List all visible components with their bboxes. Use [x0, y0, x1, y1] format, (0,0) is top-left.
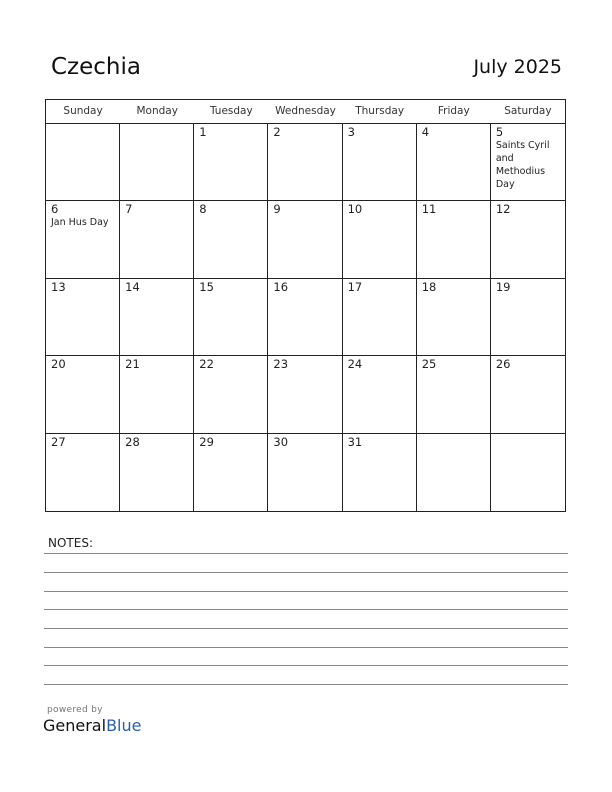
day-cell	[46, 356, 120, 433]
day-cell	[343, 279, 417, 356]
day-number: 2	[273, 125, 281, 139]
weekday-sunday: Sunday	[63, 105, 103, 117]
notes-line	[44, 572, 568, 573]
holiday-label: Saints Cyril and Methodius Day	[495, 140, 550, 190]
day-number: 17	[347, 279, 363, 294]
day-number: 22	[199, 357, 214, 372]
day-number: 28	[125, 434, 140, 449]
notes-line	[44, 591, 568, 592]
day-cell	[268, 124, 342, 201]
day-cell	[194, 356, 268, 433]
day-cell	[343, 124, 417, 201]
brand-logo	[43, 705, 141, 735]
holiday-label: Jan Hus Day	[51, 217, 109, 229]
weekday-header	[46, 100, 565, 124]
day-cell	[120, 356, 194, 433]
day-number: 19	[495, 279, 511, 294]
day-cell	[491, 279, 565, 356]
day-number: 31	[347, 434, 363, 449]
day-number: 14	[125, 279, 140, 294]
day-cell	[46, 434, 120, 511]
brand-name-general: General	[43, 716, 107, 735]
notes-line	[44, 665, 568, 666]
day-number: 23	[273, 357, 289, 372]
day-number: 12	[495, 202, 511, 217]
day-number: 11	[421, 202, 437, 217]
days-grid	[46, 124, 565, 511]
day-number: 4	[421, 125, 430, 139]
notes-line	[44, 684, 568, 685]
day-cell	[46, 279, 120, 356]
notes-line	[44, 609, 568, 610]
day-cell	[491, 356, 565, 433]
day-cell	[194, 434, 268, 511]
day-number: 24	[347, 357, 363, 372]
day-cell	[268, 201, 342, 278]
brand-name-blue: Blue	[106, 716, 142, 735]
notes-line	[44, 553, 568, 554]
day-cell	[268, 279, 342, 356]
day-number: 5	[495, 125, 504, 139]
day-cell	[46, 201, 120, 278]
brand-name	[43, 716, 141, 735]
weekday-friday: Friday	[437, 105, 470, 117]
calendar-grid	[45, 99, 566, 512]
day-cell	[417, 124, 491, 201]
day-cell	[343, 356, 417, 433]
day-cell	[417, 201, 491, 278]
day-cell	[194, 124, 268, 201]
day-cell	[417, 356, 491, 433]
day-number: 13	[51, 279, 66, 294]
weekday-wednesday: Wednesday	[275, 105, 336, 117]
day-cell	[491, 201, 565, 278]
weekday-monday: Monday	[136, 105, 178, 117]
day-number: 7	[125, 202, 133, 217]
day-cell	[120, 279, 194, 356]
day-cell	[343, 201, 417, 278]
day-cell	[46, 124, 120, 201]
day-number: 30	[273, 434, 289, 449]
day-cell	[491, 434, 565, 511]
day-number: 25	[421, 357, 437, 372]
country-title: Czechia	[51, 54, 141, 80]
day-number: 16	[273, 279, 289, 294]
day-number: 20	[51, 357, 66, 372]
day-cell	[120, 124, 194, 201]
day-cell	[417, 434, 491, 511]
day-cell	[343, 434, 417, 511]
day-cell	[120, 434, 194, 511]
month-title: July 2025	[473, 56, 562, 78]
day-cell	[417, 279, 491, 356]
day-number: 1	[199, 125, 207, 139]
day-cell	[268, 356, 342, 433]
day-cell	[491, 124, 565, 201]
day-number: 8	[199, 202, 207, 217]
day-cell	[194, 201, 268, 278]
day-cell	[268, 434, 342, 511]
day-number: 10	[347, 202, 363, 217]
notes-line	[44, 628, 568, 629]
notes-label: NOTES:	[48, 536, 93, 550]
powered-by-text: powered by	[47, 705, 103, 715]
notes-line	[44, 647, 568, 648]
day-number: 9	[273, 202, 281, 217]
day-number: 15	[199, 279, 214, 294]
day-number: 3	[347, 125, 355, 139]
day-number: 6	[51, 202, 59, 217]
day-number: 21	[125, 357, 140, 372]
day-cell	[194, 279, 268, 356]
day-number: 29	[199, 434, 214, 449]
day-number: 27	[51, 434, 66, 449]
weekday-saturday: Saturday	[504, 105, 552, 117]
weekday-tuesday: Tuesday	[209, 105, 253, 117]
day-number: 18	[421, 279, 437, 294]
weekday-thursday: Thursday	[355, 105, 405, 117]
day-number: 26	[495, 357, 511, 372]
day-cell	[120, 201, 194, 278]
